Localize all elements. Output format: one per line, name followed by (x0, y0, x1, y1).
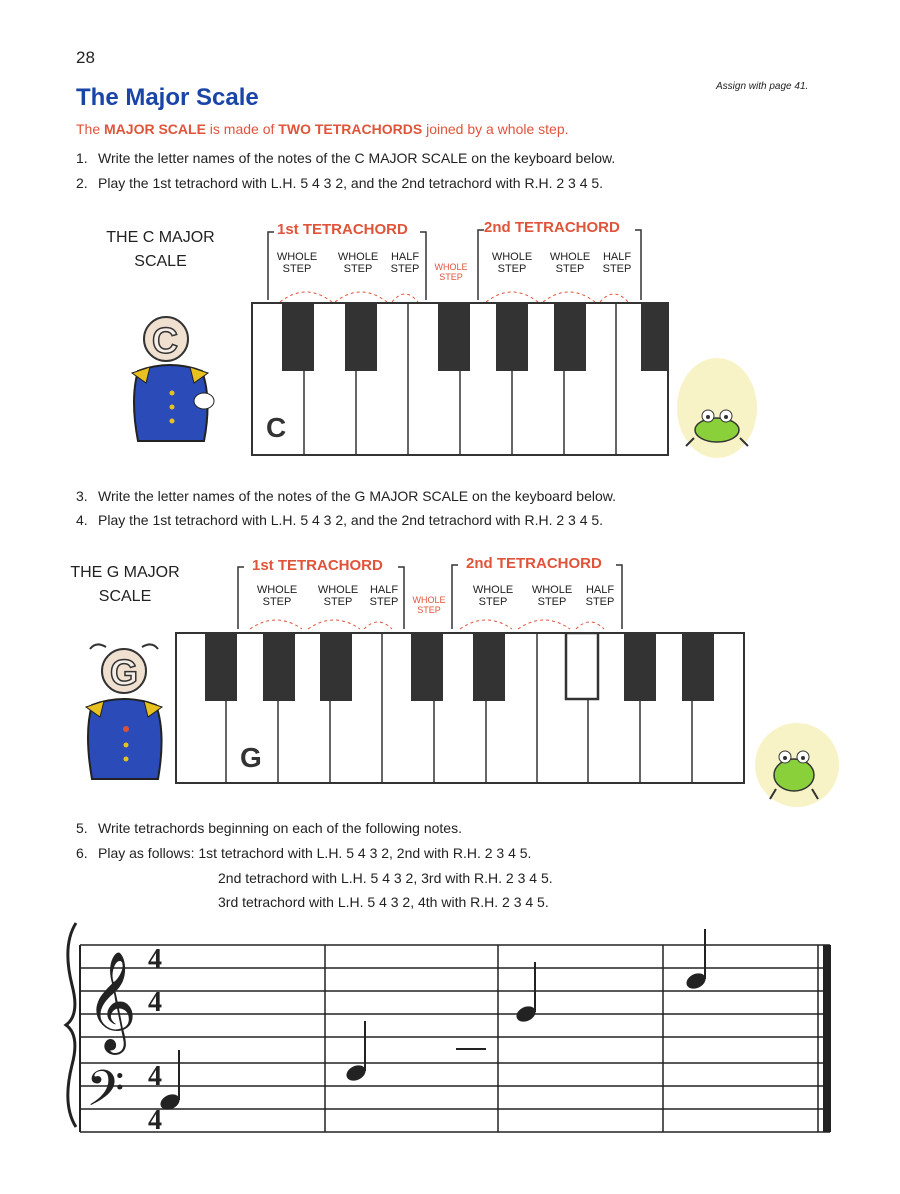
g-join-word: WHOLE (412, 595, 446, 605)
treble-clef-icon: 𝄞 (86, 951, 137, 1051)
barlines (325, 945, 818, 1132)
final-barline (823, 945, 831, 1132)
instruction-3-number: 3. (76, 488, 88, 504)
c-frog-illustration (672, 338, 762, 458)
c-label-line2: SCALE (134, 253, 187, 270)
instruction-6-line3: 3rd tetrachord with L.H. 5 4 3 2, 4th with R.H. 2 3 4 5. (218, 894, 549, 910)
g-step-3-word: HALF (369, 584, 399, 596)
instruction-1: Write the letter names of the notes of the C MAJOR SCALE on the keyboard below. (98, 150, 616, 166)
g-mascot-illustration (76, 635, 176, 785)
c-keyboard (251, 302, 669, 456)
c-step-1-word: WHOLE (276, 251, 318, 263)
g-major-scale-label (66, 561, 184, 609)
svg-text:C: C (152, 320, 178, 361)
c-step-5-step: STEP (555, 263, 585, 275)
g-second-tetrachord-label: 2nd TETRACHORD (466, 555, 602, 572)
brace (66, 923, 76, 1127)
c-second-tetrachord-label: 2nd TETRACHORD (484, 219, 620, 236)
c-step-2-step: STEP (343, 263, 373, 275)
c-bracket-graphics (250, 220, 680, 310)
c-start-note: C (266, 412, 287, 443)
g-step-1-word: WHOLE (256, 584, 298, 596)
g-step-3-step: STEP (369, 596, 399, 608)
bass-time-top: 4 (148, 1061, 162, 1092)
instruction-4-number: 4. (76, 512, 88, 528)
bass-time-bottom: 4 (148, 1105, 162, 1136)
c-step-4-word: WHOLE (491, 251, 533, 263)
c-mascot-illustration (120, 303, 225, 448)
intro-major-scale: MAJOR SCALE (104, 121, 206, 137)
treble-time-bottom: 4 (148, 987, 162, 1018)
page-number: 28 (76, 48, 95, 67)
g-frog-illustration (752, 715, 847, 815)
g-step-4-step: STEP (478, 596, 508, 608)
instruction-5-number: 5. (76, 820, 88, 836)
c-join-step: STEP (439, 272, 463, 282)
c-major-scale-label (88, 226, 233, 274)
g-step-2-word: WHOLE (317, 584, 359, 596)
instruction-6-number: 6. (76, 845, 88, 861)
page-title: The Major Scale (76, 84, 259, 111)
c-step-3-step: STEP (390, 263, 420, 275)
c-step-6-word: HALF (602, 251, 632, 263)
g-label-line1: THE G MAJOR (70, 564, 180, 581)
g-step-4-word: WHOLE (472, 584, 514, 596)
intro-part1: The (76, 121, 105, 137)
intro-part3: joined by a whole step. (422, 121, 569, 137)
treble-time-top: 4 (148, 944, 162, 975)
g-step-5-word: WHOLE (531, 584, 573, 596)
c-step-1-step: STEP (282, 263, 312, 275)
c-step-5-word: WHOLE (549, 251, 591, 263)
c-step-4-step: STEP (497, 263, 527, 275)
c-step-2-word: WHOLE (337, 251, 379, 263)
instruction-4: Play the 1st tetrachord with L.H. 5 4 3 2, and the 2nd tetrachord with R.H. 2 3 4 5. (98, 512, 604, 528)
c-join-word: WHOLE (434, 262, 468, 272)
instruction-2: Play the 1st tetrachord with L.H. 5 4 3 2, and the 2nd tetrachord with R.H. 2 3 4 5. (98, 175, 604, 191)
g-label-line2: SCALE (98, 588, 152, 605)
intro-part2: is made of (205, 121, 279, 137)
grand-staff (60, 915, 840, 1140)
g-step-5-step: STEP (537, 596, 567, 608)
intro-two-tetrachords: TWO TETRACHORDS (278, 121, 423, 137)
instruction-2-number: 2. (76, 175, 88, 191)
bass-clef-icon: 𝄢 (86, 1060, 125, 1130)
treble-staff-lines (80, 945, 830, 1037)
g-step-6-step: STEP (585, 596, 615, 608)
c-step-3-word: HALF (390, 251, 420, 263)
instruction-3: Write the letter names of the notes of the G MAJOR SCALE on the keyboard below. (98, 488, 617, 504)
g-first-tetrachord-label: 1st TETRACHORD (252, 557, 383, 574)
assign-note: Assign with page 41. (716, 81, 809, 92)
svg-text:G: G (110, 652, 139, 693)
g-step-6-word: HALF (585, 584, 615, 596)
instruction-1-number: 1. (76, 150, 88, 166)
g-start-note: G (240, 742, 262, 773)
g-bracket-graphics (230, 555, 650, 635)
c-step-6-step: STEP (602, 263, 632, 275)
g-step-1-step: STEP (262, 596, 292, 608)
instruction-5: Write tetrachords beginning on each of the following notes. (98, 820, 462, 836)
g-step-2-step: STEP (323, 596, 353, 608)
instruction-6: Play as follows: 1st tetrachord with L.H. 5 4 3 2, 2nd with R.H. 2 3 4 5. (98, 845, 532, 861)
instruction-6-line2: 2nd tetrachord with L.H. 5 4 3 2, 3rd with R.H. 2 3 4 5. (218, 870, 553, 886)
c-label-line1: THE C MAJOR (106, 229, 215, 246)
intro-text (76, 121, 569, 137)
c-first-tetrachord-label: 1st TETRACHORD (277, 221, 408, 238)
bass-staff-lines (80, 1063, 830, 1132)
g-join-step: STEP (417, 605, 441, 615)
